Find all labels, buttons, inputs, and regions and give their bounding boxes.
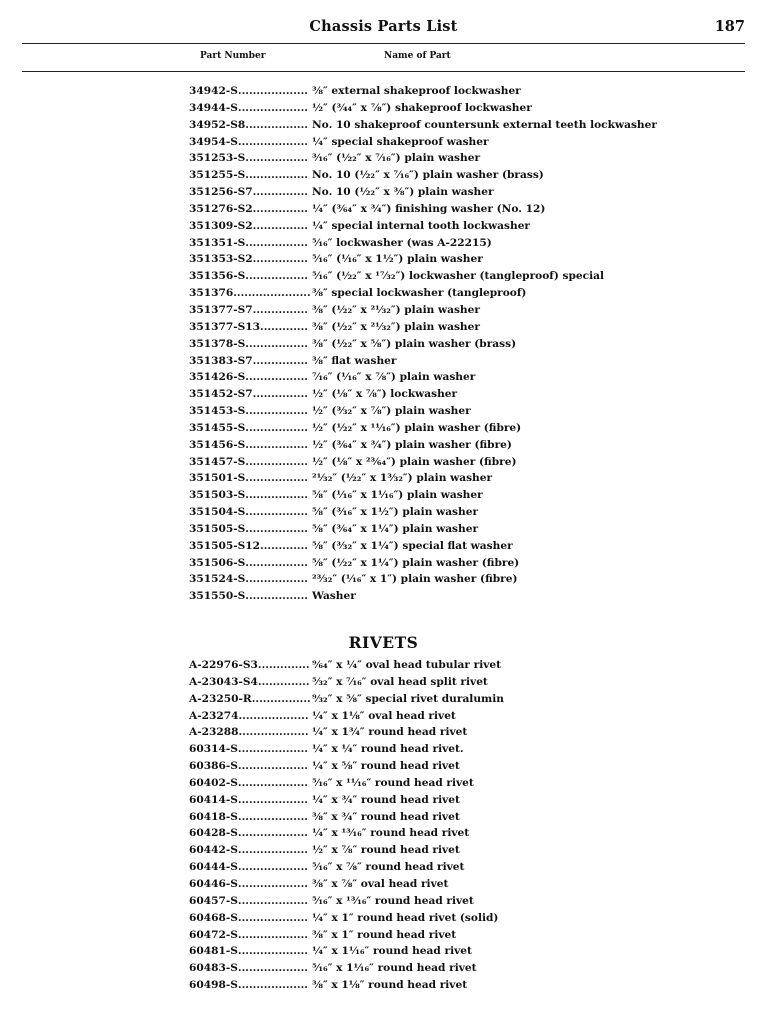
part-number: 351383-S7 [189, 354, 253, 367]
part-number: 351457-S [189, 455, 246, 468]
washer-row [189, 285, 709, 302]
part-description: ½″ x ⅞″ round head rivet [312, 844, 460, 857]
leader-dots: ............... [252, 253, 308, 266]
part-number: 351452-S7 [189, 388, 253, 401]
leader-dots: ................. [245, 270, 308, 283]
part-number: 351351-S [189, 236, 246, 249]
rivet-row [189, 876, 709, 893]
leader-dots: ................... [237, 743, 308, 756]
leader-dots: ............... [252, 219, 308, 232]
washer-row [189, 235, 709, 252]
part-number: 351550-S [189, 590, 246, 603]
leader-dots: ................. [245, 455, 308, 468]
washer-row [189, 201, 709, 218]
part-description: ¼″ x 1¹⁄₁₆″ round head rivet [312, 945, 472, 958]
leader-dots: ................... [237, 928, 308, 941]
part-number: 60446-S [189, 877, 238, 890]
leader-dots: ................. [245, 421, 308, 434]
part-description: ⁷⁄₁₆″ (¹⁄₁₆″ x ⅞″) plain washer [312, 371, 476, 384]
part-description: ⁵⁄₁₆″ lockwasher (was A-22215) [312, 236, 492, 249]
header-rule-top [22, 43, 745, 44]
rivet-row [189, 842, 709, 859]
part-description: ⁵⁄₁₆″ x ¹¹⁄₁₆″ round head rivet [312, 776, 474, 789]
part-number: 351353-S2 [189, 253, 253, 266]
part-number: 351504-S [189, 506, 246, 519]
leader-dots: ................... [237, 877, 308, 890]
part-number: 60472-S [189, 928, 238, 941]
part-description: No. 10 (½₂″ x ⅜″) plain washer [312, 186, 494, 199]
rivet-row [189, 825, 709, 842]
washer-row [189, 100, 709, 117]
part-number: 351276-S2 [189, 202, 253, 215]
washer-row [189, 251, 709, 268]
rivet-row [189, 910, 709, 927]
leader-dots: ............... [252, 388, 308, 401]
part-description: ¼″ (³⁄₆₄″ x ¾″) finishing washer (No. 12) [312, 202, 546, 215]
part-number: 60386-S [189, 760, 238, 773]
part-description: ⅜″ (½₂″ x ⅝″) plain washer (brass) [312, 337, 517, 350]
leader-dots: ..................... [233, 287, 311, 300]
part-number: 351377-S7 [189, 303, 253, 316]
part-description: ⁵⁄₃₂″ x ⁷⁄₁₆″ oval head split rivet [312, 675, 488, 688]
part-number: 351455-S [189, 421, 246, 434]
washer-row [189, 571, 709, 588]
leader-dots: ............. [260, 320, 308, 333]
part-number: 351501-S [189, 472, 246, 485]
leader-dots: ................. [245, 506, 308, 519]
washer-row [189, 555, 709, 572]
leader-dots: ................... [237, 827, 308, 840]
rivet-row [189, 809, 709, 826]
rivet-row [189, 741, 709, 758]
leader-dots: ................... [237, 810, 308, 823]
washer-row [189, 134, 709, 151]
leader-dots: .............. [257, 675, 310, 688]
leader-dots: .............. [257, 659, 310, 671]
part-number: 351453-S [189, 405, 246, 418]
leader-dots: ............... [252, 202, 308, 215]
washer-row [189, 521, 709, 538]
part-number: 34942-S [189, 85, 238, 97]
part-description: ⁹⁄₆₄″ x ¼″ oval head tubular rivet [312, 659, 502, 671]
rivets-list [189, 657, 709, 994]
leader-dots: ................... [237, 945, 308, 958]
part-number: 351505-S12 [189, 539, 261, 552]
part-description: ⅝″ (³⁄₁₆″ x 1½″) plain washer [312, 506, 479, 519]
part-description: ²³⁄₃₂″ (¹⁄₁₆″ x 1″) plain washer (fibre) [312, 573, 518, 586]
part-number: 60414-S [189, 793, 238, 806]
part-number: A-23274 [189, 709, 239, 722]
leader-dots: ................... [237, 776, 308, 789]
washer-row [189, 218, 709, 235]
part-number: 60314-S [189, 743, 238, 756]
part-number: 351255-S [189, 169, 246, 182]
part-description: ¼″ x ¾″ round head rivet [312, 793, 460, 806]
part-number: A-22976-S3 [189, 659, 258, 671]
part-number: 351524-S [189, 573, 246, 586]
part-description: ½″ (³⁄₆₄″ x ¾″) plain washer (fibre) [312, 438, 512, 451]
washer-row [189, 83, 709, 100]
page-title: Chassis Parts List [309, 18, 458, 35]
part-description: ½″ (½₂″ x ¹¹⁄₁₆″) plain washer (fibre) [312, 421, 522, 434]
leader-dots: ................... [237, 135, 308, 148]
part-number: 60483-S [189, 962, 238, 975]
rivet-row [189, 724, 709, 741]
part-description: ¼″ x 1″ round head rivet (solid) [312, 911, 499, 924]
leader-dots: ................... [237, 894, 308, 907]
washer-row [189, 150, 709, 167]
rivet-row [189, 977, 709, 994]
leader-dots: ................. [245, 152, 308, 165]
part-number: 60468-S [189, 911, 238, 924]
leader-dots: ................. [245, 573, 308, 586]
part-number: 351456-S [189, 438, 246, 451]
leader-dots: ................... [238, 726, 309, 739]
rivet-row [189, 708, 709, 725]
part-description: No. 10 (½₂″ x ⁷⁄₁₆″) plain washer (brass) [312, 169, 544, 182]
part-number: 60428-S [189, 827, 238, 840]
washer-row [189, 369, 709, 386]
part-description: ³⁄₁₆″ (½₂″ x ⁷⁄₁₆″) plain washer [312, 152, 481, 165]
part-number: 60498-S [189, 979, 238, 992]
part-number: 60442-S [189, 844, 238, 857]
part-number: A-23250-R [189, 692, 252, 705]
part-number: 60402-S [189, 776, 238, 789]
leader-dots: ................. [245, 236, 308, 249]
part-description: ⅝″ (¹⁄₁₆″ x 1¹⁄₁₆″) plain washer [312, 489, 483, 502]
part-number: 34944-S [189, 101, 238, 114]
part-number: 60418-S [189, 810, 238, 823]
washer-row [189, 353, 709, 370]
part-description: ¼″ x ⅝″ round head rivet [312, 760, 460, 773]
leader-dots: ............... [252, 186, 308, 199]
part-description: ⁵⁄₁₆″ x ¹³⁄₁₆″ round head rivet [312, 894, 474, 907]
leader-dots: ................... [237, 861, 308, 874]
leader-dots: ................. [245, 337, 308, 350]
leader-dots: ................. [245, 590, 308, 603]
part-number: 351505-S [189, 522, 246, 535]
rivets-heading: RIVETS [348, 633, 419, 652]
part-description: ½″ (¾₄″ x ⅞″) shakeproof lockwasher [312, 101, 532, 114]
rivet-row [189, 943, 709, 960]
washer-row [189, 302, 709, 319]
leader-dots: ............... [252, 354, 308, 367]
leader-dots: ............... [252, 303, 308, 316]
washer-row [189, 470, 709, 487]
rivet-row [189, 927, 709, 944]
washer-row [189, 184, 709, 201]
part-description: ¼″ special shakeproof washer [312, 135, 489, 148]
part-description: ¼″ special internal tooth lockwasher [312, 219, 531, 232]
rivet-row [189, 859, 709, 876]
part-description: Washer [312, 590, 356, 603]
part-number: 351378-S [189, 337, 246, 350]
rivet-row [189, 657, 709, 674]
rivet-row [189, 792, 709, 809]
part-number: 60444-S [189, 861, 238, 874]
leader-dots: ................... [238, 709, 309, 722]
leader-dots: ................... [237, 760, 308, 773]
leader-dots: ................. [245, 556, 308, 569]
washer-row [189, 437, 709, 454]
washer-row [189, 454, 709, 471]
washer-row [189, 319, 709, 336]
part-number: 351256-S7 [189, 186, 253, 199]
part-number: A-23043-S4 [189, 675, 258, 688]
part-number: 60457-S [189, 894, 238, 907]
leader-dots: ................... [237, 101, 308, 114]
washer-row [189, 167, 709, 184]
leader-dots: ................ [251, 692, 311, 705]
washer-row [189, 588, 709, 605]
part-description: ½″ (⅛″ x ⅞″) lockwasher [312, 388, 458, 401]
part-description: ¼″ x 1¾″ round head rivet [312, 726, 468, 739]
part-description: ¼″ x ¹³⁄₁₆″ round head rivet [312, 827, 470, 840]
part-description: ⅜″ (½₂″ x ²¹⁄₃₂″) plain washer [312, 320, 480, 333]
part-description: ½″ (⅛″ x ²³⁄₆₄″) plain washer (fibre) [312, 455, 517, 468]
rivet-row [189, 960, 709, 977]
part-number: 351253-S [189, 152, 246, 165]
part-number: 351506-S [189, 556, 246, 569]
part-description: ⁵⁄₁₆″ x 1¹⁄₁₆″ round head rivet [312, 962, 477, 975]
leader-dots: ................. [245, 472, 308, 485]
part-description: ¼″ x 1⅛″ oval head rivet [312, 709, 456, 722]
part-number: 34952-S8 [189, 118, 246, 131]
part-description: ⅝″ (³⁄₆₄″ x 1¼″) plain washer [312, 522, 479, 535]
part-number: 351426-S [189, 371, 246, 384]
part-number: 34954-S [189, 135, 238, 148]
part-description: ⁵⁄₁₆″ (¹⁄₁₆″ x 1½″) plain washer [312, 253, 483, 266]
part-description: ⁵⁄₁₆″ x ⅞″ round head rivet [312, 861, 465, 874]
rivet-row [189, 775, 709, 792]
leader-dots: ................. [245, 405, 308, 418]
column-header-part-number: Part Number [200, 51, 266, 61]
column-header-name-of-part: Name of Part [384, 51, 451, 61]
leader-dots: ................... [237, 911, 308, 924]
part-description: ⅜″ special lockwasher (tangleproof) [312, 287, 527, 300]
washer-row [189, 268, 709, 285]
part-number: 351377-S13 [189, 320, 261, 333]
part-description: ⅜″ x 1″ round head rivet [312, 928, 457, 941]
leader-dots: ................... [237, 979, 308, 992]
part-description: ⅜″ external shakeproof lockwasher [312, 85, 521, 97]
part-number: 351503-S [189, 489, 246, 502]
part-number: 351356-S [189, 270, 246, 283]
rivet-row [189, 691, 709, 708]
washer-row [189, 403, 709, 420]
washers-list [189, 83, 709, 605]
leader-dots: ............. [260, 539, 308, 552]
washer-row [189, 487, 709, 504]
washer-row [189, 504, 709, 521]
washer-row [189, 420, 709, 437]
leader-dots: ................. [245, 489, 308, 502]
page-number: 187 [714, 18, 745, 35]
leader-dots: ................. [245, 118, 308, 131]
leader-dots: ................... [237, 793, 308, 806]
leader-dots: ................... [237, 844, 308, 857]
part-description: ⁹⁄₃₂″ x ⅝″ special rivet duralumin [312, 692, 504, 705]
leader-dots: ................. [245, 438, 308, 451]
part-description: ⅜″ x 1⅛″ round head rivet [312, 979, 468, 992]
part-description: ⁵⁄₁₆″ (½₂″ x ¹⁷⁄₃₂″) lockwasher (tangleproof) special [312, 270, 605, 283]
part-description: ¼″ x ¼″ round head rivet. [312, 743, 464, 756]
washer-row [189, 538, 709, 555]
part-description: ⅜″ flat washer [312, 354, 397, 367]
washer-row [189, 336, 709, 353]
rivet-row [189, 758, 709, 775]
part-number: 60481-S [189, 945, 238, 958]
washer-row [189, 117, 709, 134]
part-number: 351309-S2 [189, 219, 253, 232]
leader-dots: ................... [237, 962, 308, 975]
part-description: No. 10 shakeproof countersunk external teeth lockwasher [312, 118, 657, 131]
part-description: ½″ (³⁄₃₂″ x ⅞″) plain washer [312, 405, 471, 418]
part-description: ⅝″ (³⁄₃₂″ x 1¼″) special flat washer [312, 539, 513, 552]
rivet-row [189, 674, 709, 691]
leader-dots: ................. [245, 522, 308, 535]
washer-row [189, 386, 709, 403]
part-description: ⅜″ x ⅞″ oval head rivet [312, 877, 449, 890]
part-description: ⅜″ x ¾″ round head rivet [312, 810, 460, 823]
leader-dots: ................. [245, 371, 308, 384]
part-description: ²¹⁄₃₂″ (½₂″ x 1³⁄₃₂″) plain washer [312, 472, 493, 485]
rivet-row [189, 893, 709, 910]
leader-dots: ................. [245, 169, 308, 182]
part-number: 351376 [189, 287, 234, 300]
leader-dots: ................... [237, 85, 308, 97]
part-number: A-23288 [189, 726, 239, 739]
header-rule-bottom [22, 71, 745, 72]
part-description: ⅝″ (½₂″ x 1¼″) plain washer (fibre) [312, 556, 520, 569]
part-description: ⅜″ (½₂″ x ²¹⁄₃₂″) plain washer [312, 303, 480, 316]
